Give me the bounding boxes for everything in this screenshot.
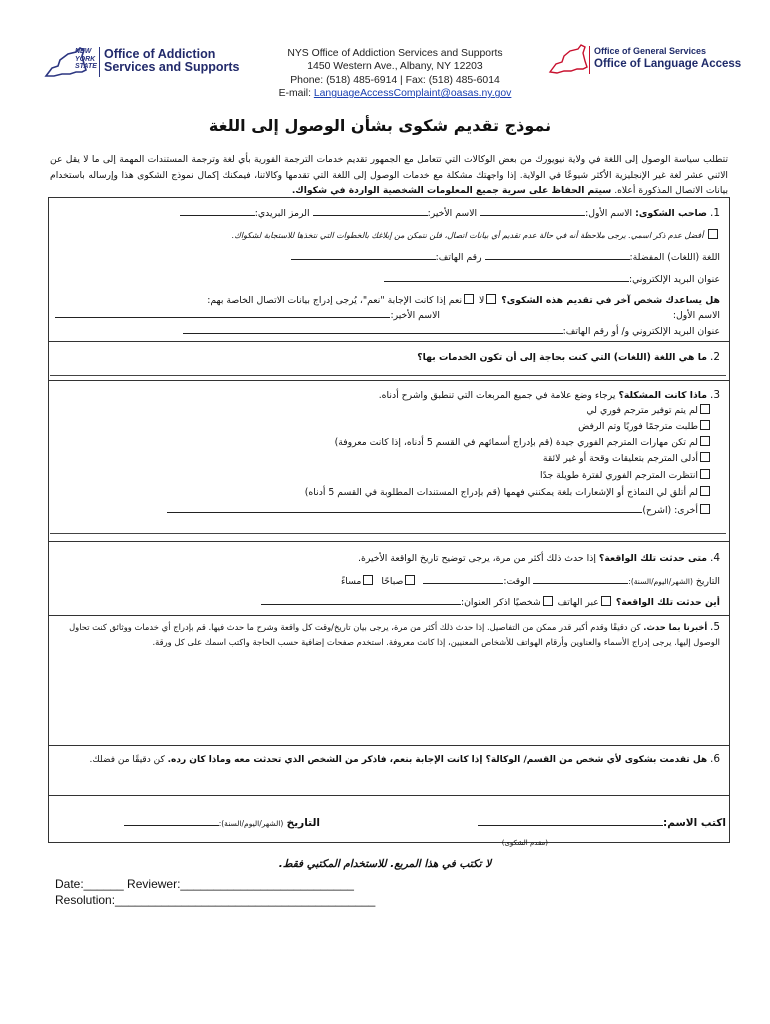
- s3-answer-line[interactable]: [50, 533, 726, 534]
- state-mark-line: STATE: [75, 63, 97, 70]
- no-label: لا: [479, 295, 485, 306]
- date-format: (الشهر/اليوم/السنة):: [628, 577, 693, 586]
- problem-option-label: لم أتلق لي النماذج أو الإشعارات بلغة يمكنني فهمها (قم بإدراج المستندات المطلوبة في القسم 5 أدناه): [304, 487, 698, 498]
- incident-date-field[interactable]: [533, 583, 628, 584]
- divider: [48, 745, 730, 746]
- sign-name-row: [478, 816, 726, 830]
- oasas-logo: [42, 44, 252, 84]
- address-label: اذكر العنوان:: [460, 597, 511, 608]
- ny-state-outline-icon: [548, 44, 592, 78]
- problem-checkbox[interactable]: [700, 452, 710, 462]
- section-heading: صاحب الشكوى:: [635, 208, 707, 219]
- address-line: 1450 Western Ave., Albany, NY 12203: [307, 61, 483, 73]
- ogs-logo: [548, 44, 748, 80]
- phone-field[interactable]: [291, 259, 436, 260]
- incident-time-field[interactable]: [423, 583, 503, 584]
- section-number: 5.: [709, 621, 720, 633]
- email-label: E-mail:: [278, 88, 311, 100]
- helper-no-checkbox[interactable]: [486, 294, 496, 304]
- sign-date-row: [124, 816, 320, 831]
- office-resolution: Resolution:_______________________________________: [55, 893, 376, 907]
- s3-row: [379, 388, 720, 403]
- s3-other-row: [167, 504, 712, 518]
- s2-answer-line[interactable]: [50, 375, 726, 376]
- s1-helper-name-row: [673, 309, 720, 323]
- oasas-logo-text: [104, 48, 239, 74]
- s1-row-name: [180, 206, 720, 221]
- divider: [48, 380, 730, 381]
- s4-where-row: [261, 596, 720, 610]
- office-use-note: لا تكتب في هذا المربع. للاستخدام المكتبي فقط.: [278, 858, 492, 870]
- divider: [48, 795, 730, 796]
- s4-date-row: [341, 575, 720, 589]
- problem-checkbox[interactable]: [700, 436, 710, 446]
- zip-field[interactable]: [180, 215, 255, 216]
- helper-contact-field[interactable]: [183, 333, 563, 334]
- s3-option: [543, 452, 712, 466]
- divider: [48, 341, 730, 342]
- zip-label: الرمز البريدي:: [254, 208, 310, 219]
- language-label: اللغة (اللغات) المفضلة:: [629, 252, 720, 263]
- address-line: NYS Office of Addiction Services and Supports: [287, 48, 503, 59]
- s3-option: [578, 420, 712, 434]
- s3-option: [305, 486, 712, 500]
- divider: [48, 541, 730, 542]
- state-mark-line: YORK: [75, 55, 96, 63]
- language-field[interactable]: [485, 259, 630, 260]
- name-sub-label: (مقدم الشكوى): [501, 839, 548, 847]
- s1-anon-row: [232, 229, 720, 243]
- section-instruction: يرجاء وضع علامة في جميع المربعات التي تنطبق واشرح أدناه.: [378, 390, 616, 401]
- problem-checkbox[interactable]: [700, 469, 710, 479]
- anonymous-checkbox[interactable]: [708, 229, 718, 239]
- problem-checkbox[interactable]: [700, 404, 710, 414]
- s3-option: [540, 469, 712, 483]
- name-label: اكتب الاسم:: [663, 817, 726, 829]
- other-label: أخرى: (اشرح): [642, 505, 698, 516]
- email-line: [260, 87, 530, 100]
- last-name-field[interactable]: [313, 215, 428, 216]
- where-question: أين حدثت تلك الواقعة؟: [615, 597, 720, 608]
- phone-option-label: عبر الهاتف: [557, 597, 599, 608]
- intro-confidential: سيتم الحفاظ على سرية جميع المعلومات الشخصية الواردة في شكواك.: [291, 185, 612, 196]
- yes-label: نعم: [448, 295, 463, 306]
- intro-text: تتطلب سياسة الوصول إلى اللغة في ولاية نيويورك من بعض الوكالات التي تتعامل مع الجمهور تقديم خدمات الترجمة الفورية بأي لغة وترجمة المستندات المهمة إلى ما لا يقل عن الاثني عشر لغة غير الإنجليزية الأكثر شيوعًا في الولاية. إذا واجهتك مشكلة مع خدمات الوصول إلى اللغة التي تقدمها وكالاتنا، فيمكنك إكمال نموذج الشكوى هذا وإرساله باستخدام بيانات الاتصال المذكورة أعلاه.: [50, 154, 728, 196]
- divider: [48, 615, 730, 616]
- contact-line: Phone: (518) 485-6914 | Fax: (518) 485-6014: [290, 74, 500, 86]
- problem-option-label: انتظرت المترجم الفوري لفترة طويلة جدًا: [539, 470, 698, 481]
- section-number: 3.: [709, 389, 720, 401]
- s3-option: [586, 404, 712, 418]
- last-name-label: الاسم الأخير:: [427, 208, 478, 219]
- section-number: 2.: [709, 351, 720, 363]
- email-link[interactable]: LanguageAccessComplaint@oasas.ny.gov: [313, 88, 512, 100]
- state-mark: [75, 48, 97, 71]
- intro-paragraph: [50, 152, 728, 199]
- s6-row: [89, 752, 720, 767]
- date-label: التاريخ: [695, 576, 720, 587]
- logo-line: Office of Addiction: [104, 47, 216, 61]
- address-field[interactable]: [261, 604, 461, 605]
- section-number: 6.: [709, 753, 720, 765]
- section-heading: ماذا كانت المشكلة؟: [618, 390, 707, 401]
- state-mark-line: NEW: [75, 48, 92, 55]
- in-person-checkbox[interactable]: [543, 596, 553, 606]
- sign-date-field[interactable]: [124, 825, 219, 826]
- other-checkbox[interactable]: [700, 504, 710, 514]
- helper-question: هل يساعدك شخص آخر في تقديم هذه الشكوى؟: [501, 295, 720, 306]
- ogs-logo-line2: Office of Language Access: [594, 58, 742, 70]
- problem-option-label: لم تكن مهارات المترجم الفوري جيدة (قم بإدراج أسمائهم في القسم 5 أدناه، إذا كانت معروفة): [334, 437, 698, 448]
- agency-address: [260, 47, 530, 101]
- s2-row: [417, 350, 720, 365]
- section-heading: متى حدثت تلك الواقعة؟: [598, 553, 707, 564]
- logo-divider: [99, 47, 100, 77]
- sign-date-label: التاريخ: [286, 817, 320, 829]
- problem-checkbox[interactable]: [700, 420, 710, 430]
- other-field[interactable]: [167, 512, 642, 513]
- problem-option-label: أدلى المترجم بتعليقات وقحة أو غير لائقة: [542, 453, 698, 464]
- s4-row: [358, 551, 720, 566]
- am-label: صباحًا: [381, 576, 404, 587]
- section-instruction: كن دقيقًا من فضلك.: [89, 755, 165, 765]
- helper-last-field[interactable]: [55, 317, 390, 318]
- logo-divider: [589, 46, 590, 74]
- phone-checkbox[interactable]: [601, 596, 611, 606]
- section-instruction: كن دقيقًا وقدم أكبر قدر ممكن من التفاصيل. إذا حدث ذلك أكثر من مرة، يرجى بيان تاريخ/وقت كل واقعة وشرح ما حدث فيها. قم بإدراج أي خدمات ووثائق كنت تحاول الوصول إليها. يرجى إدراج الأسماء والعناوين وأرقام الهواتف للأشخاص المعنيين، إذا كانت معروفة. استخدم صفحات إضافية حسب الحاجة واكتب اسمك على كل ورقة.: [69, 622, 720, 647]
- s1-email-row: [384, 273, 720, 287]
- in-person-label: شخصيًا: [513, 597, 541, 608]
- problem-option-label: طلبت مترجمًا فوريًا وتم الرفض: [578, 421, 698, 432]
- s1-helper-last: [55, 309, 440, 323]
- first-name-label: الاسم الأول:: [585, 208, 633, 219]
- logo-line: Services and Supports: [104, 60, 240, 74]
- helper-contact-label: عنوان البريد الإلكتروني و/ أو رقم الهاتف:: [562, 326, 720, 337]
- section-number: 4.: [709, 552, 720, 564]
- section-heading: أخبرنا بما حدث.: [643, 622, 708, 632]
- anonymous-label: أفضل عدم ذكر اسمي. يرجى ملاحظة أنه في حالة عدم تقديم أي بيانات اتصال، فلن نتمكن من إبلاغك بالخطوات التي نتخذها للاستجابة لشكواك.: [231, 231, 704, 240]
- section-question: ما هي اللغة (اللغات) التي كنت بحاجة إلى أن تكون الخدمات بها؟: [417, 352, 707, 363]
- helper-yes-checkbox[interactable]: [464, 294, 474, 304]
- form-title: نموذج تقديم شكوى بشأن الوصول إلى اللغة: [208, 116, 552, 135]
- first-name-field[interactable]: [480, 215, 585, 216]
- section-question: هل تقدمت بشكوى لأي شخص من القسم/ الوكالة؟ إذا كانت الإجابة بنعم، فاذكر من الشخص الذي تحدثت معه وماذا كان رده.: [167, 755, 708, 765]
- helper-first-label: الاسم الأول:: [672, 310, 720, 321]
- office-date-reviewer: Date:______ Reviewer:__________________________: [55, 877, 354, 891]
- sign-date-format: (الشهر/اليوم/السنة):: [218, 819, 284, 828]
- helper-last-label: الاسم الأخير:: [390, 310, 440, 321]
- pm-checkbox[interactable]: [363, 575, 373, 585]
- s1-helper-contact-row: [183, 325, 720, 339]
- s3-option: [335, 436, 712, 450]
- name-field[interactable]: [478, 825, 663, 826]
- ogs-logo-line1: Office of General Services: [594, 46, 707, 56]
- s1-helper-row: [207, 294, 720, 308]
- problem-checkbox[interactable]: [700, 486, 710, 496]
- email-field[interactable]: [384, 281, 629, 282]
- problem-option-label: لم يتم توفير مترجم فوري لي: [586, 405, 698, 416]
- time-label: الوقت:: [503, 576, 531, 587]
- phone-label: رقم الهاتف:: [435, 252, 482, 263]
- am-checkbox[interactable]: [405, 575, 415, 585]
- email-label: عنوان البريد الإلكتروني:: [628, 274, 720, 285]
- section-instruction: إذا حدث ذلك أكثر من مرة، يرجى توضيح تاريخ الواقعة الأخيرة.: [358, 553, 596, 564]
- s5-block: [48, 620, 720, 650]
- s1-lang-row: [291, 251, 720, 265]
- helper-note: إذا كانت الإجابة "نعم"، يُرجى إدراج بيانات الاتصال الخاصة بهم:: [207, 295, 446, 306]
- section-number: 1.: [709, 207, 720, 219]
- pm-label: مساءً: [340, 576, 362, 587]
